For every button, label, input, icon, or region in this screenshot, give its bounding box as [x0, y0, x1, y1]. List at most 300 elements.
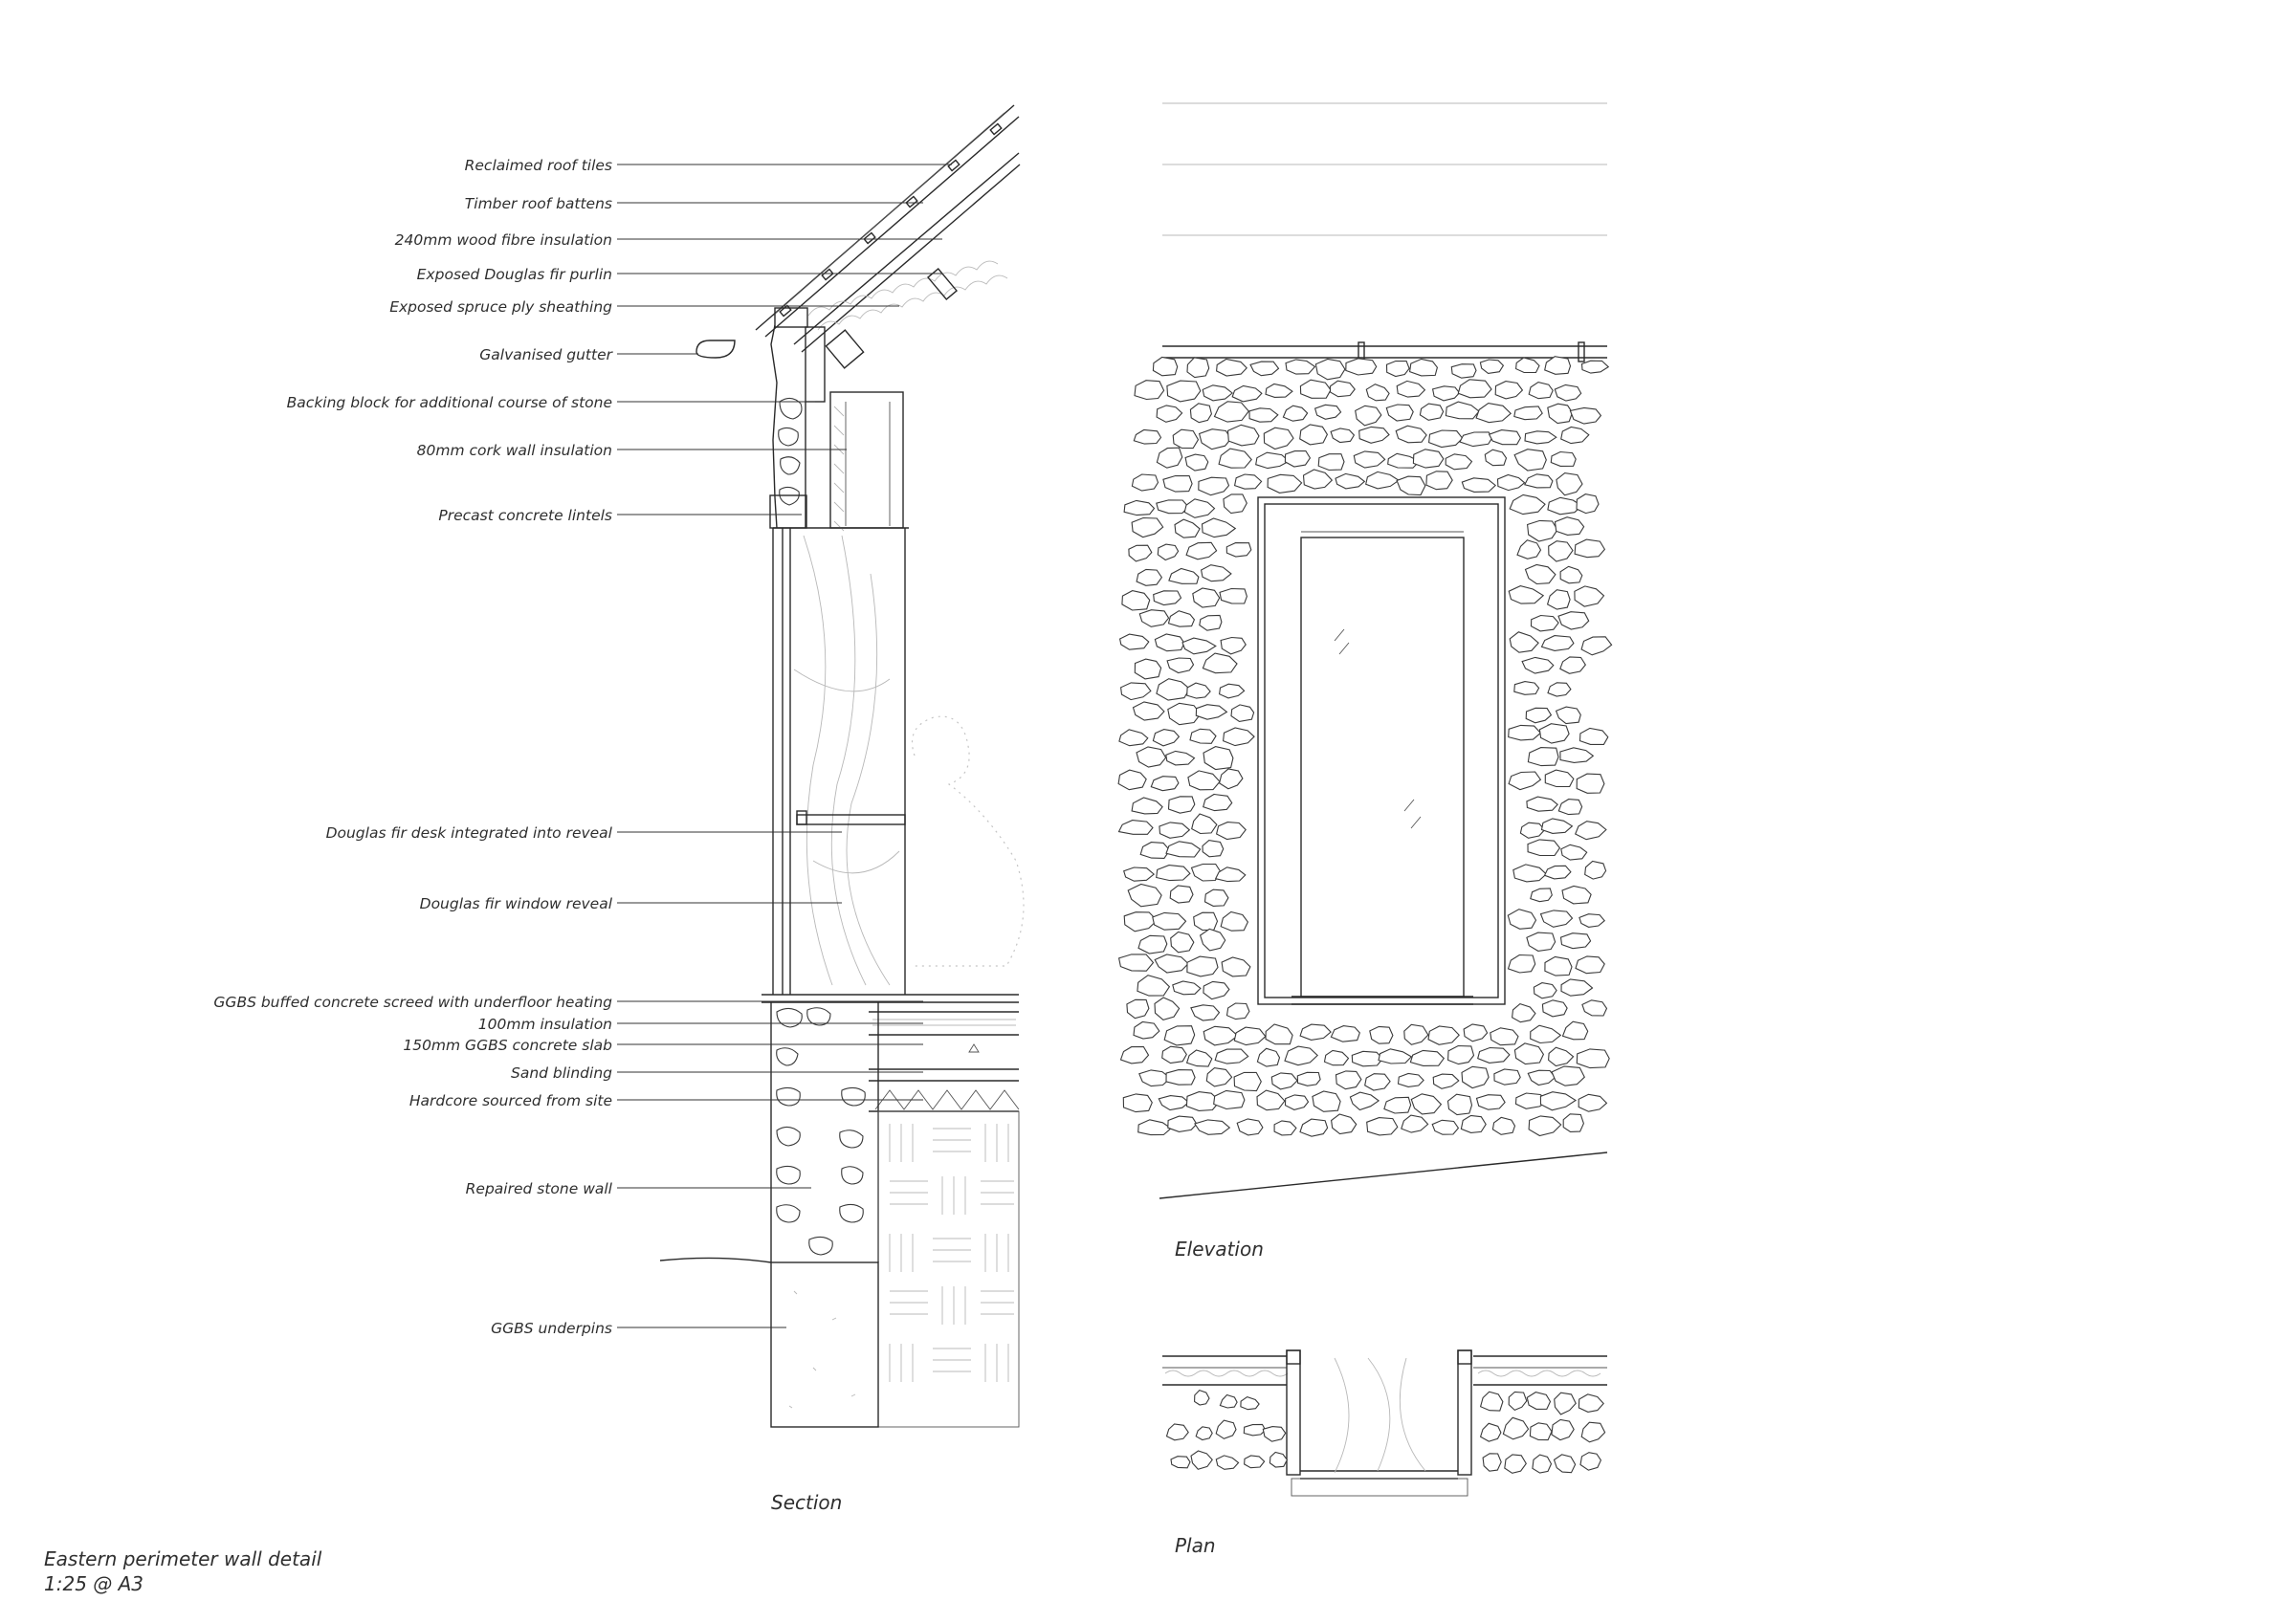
- rubble-stone: [1217, 822, 1247, 840]
- rubble-stone: [1539, 724, 1569, 743]
- rubble-stone: [1531, 888, 1553, 902]
- rubble-stone: [1578, 1394, 1603, 1413]
- rubble-stone: [1138, 1120, 1171, 1135]
- rubble-stone: [1556, 517, 1584, 536]
- rubble-stone: [1216, 867, 1246, 882]
- rubble-stone: [1300, 380, 1331, 398]
- rubble-stone: [1137, 976, 1170, 996]
- rubble-stone: [1193, 588, 1220, 607]
- roof-buildup: [756, 105, 1020, 352]
- rubble-stone: [1139, 610, 1168, 627]
- rubble-stone: [1237, 1119, 1263, 1135]
- rubble-stone: [1315, 405, 1341, 419]
- elevation-gutter: [1162, 342, 1607, 362]
- rubble-stone: [1220, 589, 1247, 604]
- rubble-stone: [1402, 1115, 1428, 1132]
- hardcore-pattern: [878, 1111, 1019, 1427]
- rubble-stone: [1330, 381, 1355, 397]
- rubble-stone: [1509, 725, 1541, 740]
- rubble-stone: [1336, 1071, 1361, 1089]
- rubble-stone: [1485, 450, 1506, 466]
- rubble-stone: [1157, 406, 1182, 422]
- rubble-stone: [1171, 1457, 1190, 1468]
- plan-title: Plan: [1175, 1534, 1216, 1557]
- rubble-stone: [1224, 728, 1254, 746]
- rubble-stone: [1528, 748, 1558, 766]
- rubble-stone: [1266, 1024, 1292, 1044]
- rubble-stone: [1576, 822, 1606, 840]
- rubble-stone: [1234, 1072, 1261, 1090]
- rubble-stone: [1192, 814, 1217, 834]
- rubble-stone: [1410, 1050, 1444, 1065]
- rubble-stone: [1346, 359, 1377, 375]
- rubble-stone: [1386, 405, 1413, 421]
- rubble-stone: [1184, 499, 1214, 518]
- rubble-stone: [1170, 886, 1193, 903]
- rubble-stone: [1575, 586, 1604, 606]
- rubble-stone: [1157, 500, 1189, 514]
- rubble-stone: [1169, 569, 1199, 584]
- rubble-stone: [1578, 1094, 1606, 1111]
- rubble-stone: [1498, 475, 1525, 491]
- elevation-title: Elevation: [1175, 1238, 1264, 1261]
- section-stone-wall-lower: [771, 1002, 878, 1262]
- rubble-stone: [1532, 616, 1559, 631]
- rubble-stone: [1331, 428, 1354, 443]
- rubble-stone: [1558, 800, 1581, 815]
- rubble-stone: [1257, 1090, 1285, 1110]
- rubble-stone: [1579, 914, 1604, 928]
- rubble-stone: [1167, 1424, 1189, 1440]
- rubble-stone: [1549, 1047, 1574, 1065]
- rubble-stone: [1263, 1427, 1285, 1442]
- roof-batten-marks: [780, 123, 1002, 316]
- rubble-stone: [1354, 451, 1384, 468]
- rubble-stone: [1196, 1427, 1212, 1440]
- section-drawing: [660, 105, 1024, 1427]
- rubble-stone: [1516, 358, 1539, 373]
- rubble-stone: [1420, 404, 1443, 420]
- rubble-stone: [1332, 1114, 1357, 1134]
- rubble-stone: [1495, 382, 1522, 399]
- label-cork-wall-insulation: 80mm cork wall insulation: [416, 442, 612, 459]
- rubble-stone: [1215, 402, 1249, 422]
- rubble-stone: [1135, 659, 1160, 679]
- rubble-stone: [1527, 797, 1557, 811]
- rubble-stone: [1528, 840, 1559, 856]
- rubble-stone: [1137, 747, 1166, 767]
- rubble-stone: [1171, 932, 1194, 953]
- rubble-stone: [1411, 1094, 1441, 1114]
- rubble-stone: [1561, 979, 1593, 996]
- rubble-stone: [1561, 428, 1589, 444]
- rubble-stone: [1214, 1090, 1245, 1108]
- rubble-stone: [1191, 1451, 1212, 1469]
- ground-line: [660, 1258, 771, 1262]
- rubble-stone: [1199, 477, 1229, 495]
- rubble-stone: [1520, 822, 1544, 838]
- rubble-stone: [1216, 1456, 1238, 1469]
- rubble-stone: [1458, 380, 1491, 398]
- rubble-stone: [1216, 1420, 1236, 1438]
- rubble-stone: [1429, 430, 1463, 448]
- rubble-stone: [1576, 956, 1604, 974]
- rubble-stone: [1220, 769, 1243, 789]
- rubble-stone: [1352, 1051, 1382, 1066]
- rubble-stone: [1194, 912, 1218, 930]
- rubble-stone: [1217, 360, 1247, 377]
- rubble-stone: [1159, 1096, 1188, 1110]
- rubble-stone: [1433, 386, 1460, 401]
- rubble-stone: [1122, 591, 1150, 610]
- rubble-stone: [1286, 1095, 1309, 1110]
- rubble-stone: [1446, 402, 1479, 419]
- sheet-title-block: [44, 1547, 322, 1595]
- rubble-stone: [1387, 362, 1410, 377]
- rubble-stone: [1250, 362, 1279, 376]
- rubble-stone: [1494, 1069, 1520, 1085]
- rubble-stone: [1551, 452, 1576, 467]
- rubble-stone: [1366, 472, 1399, 489]
- rubble-stone: [1300, 425, 1328, 445]
- desk: [797, 811, 905, 824]
- rubble-stone: [1167, 658, 1193, 673]
- rubble-stone: [1561, 933, 1591, 949]
- rubble-stone: [1533, 1455, 1552, 1473]
- rubble-stone: [1562, 887, 1591, 904]
- label-wood-fibre-insulation: 240mm wood fibre insulation: [394, 231, 612, 249]
- rubble-stone: [1159, 822, 1189, 838]
- rubble-stone: [1285, 1046, 1317, 1065]
- rubble-stone: [1451, 364, 1476, 379]
- rubble-stone: [1222, 957, 1250, 976]
- rubble-stone: [1166, 842, 1201, 857]
- rubble-stone: [1370, 1026, 1393, 1043]
- rubble-stone: [1365, 1074, 1390, 1090]
- rubble-stone: [1190, 729, 1216, 743]
- rubble-stone: [1203, 747, 1233, 770]
- rubble-stone: [1300, 1119, 1328, 1136]
- rubble-stone: [1526, 708, 1551, 723]
- rubble-stone: [1124, 500, 1154, 515]
- rubble-stone: [1433, 1074, 1459, 1088]
- rubble-stone: [1318, 454, 1344, 471]
- rubble-stone: [1285, 451, 1310, 468]
- label-spruce-ply-sheathing: Exposed spruce ply sheathing: [389, 298, 612, 316]
- rubble-stone: [1157, 448, 1181, 468]
- rubble-stone: [1542, 1000, 1567, 1017]
- section-stones-upper: [779, 398, 802, 505]
- rubble-stone: [1202, 565, 1231, 581]
- rubble-stone: [1155, 998, 1180, 1020]
- rubble-stone: [1257, 1048, 1279, 1066]
- rubble-stone: [1548, 683, 1571, 696]
- rubble-stone: [1155, 634, 1184, 651]
- rubble-stone: [1549, 541, 1573, 561]
- rubble-stone: [1528, 1070, 1555, 1085]
- label-douglas-fir-window-reveal: Douglas fir window reveal: [419, 895, 612, 912]
- rubble-stone: [1203, 1026, 1238, 1045]
- rubble-stone: [1542, 636, 1574, 651]
- rubble-stone: [1514, 450, 1546, 471]
- rubble-stone: [1581, 1422, 1604, 1442]
- rubble-stone: [1271, 1073, 1297, 1089]
- rubble-stone: [1540, 1092, 1576, 1110]
- rubble-stone: [1167, 381, 1201, 402]
- rubble-stone: [1162, 1046, 1187, 1063]
- rubble-stone: [1297, 1072, 1320, 1086]
- rubble-stone: [1220, 684, 1245, 698]
- rubble-stone: [1580, 1453, 1601, 1471]
- rubble-stone: [1490, 1028, 1518, 1045]
- rubble-stone: [1428, 1026, 1459, 1044]
- rubble-stone: [1256, 452, 1290, 468]
- rubble-stone: [1135, 381, 1164, 400]
- rubble-stone: [1185, 454, 1208, 471]
- rubble-stone: [1266, 384, 1292, 398]
- rubble-stone: [1359, 427, 1389, 443]
- rubble-stone: [1132, 798, 1162, 814]
- rubble-stone: [1545, 866, 1571, 879]
- rubble-stone: [1448, 1094, 1472, 1114]
- rubble-stone: [1577, 1049, 1609, 1068]
- rubble-stone: [1575, 539, 1604, 558]
- plan-drawing: [1162, 1350, 1607, 1496]
- rubble-stone: [1582, 361, 1609, 373]
- label-precast-concrete-lintels: Precast concrete lintels: [438, 507, 612, 524]
- rubble-stone: [1169, 611, 1195, 627]
- rubble-stone: [1269, 1453, 1287, 1468]
- rubble-stone: [1175, 519, 1200, 537]
- rubble-stone: [1577, 774, 1604, 793]
- rubble-stone: [1134, 430, 1160, 445]
- rubble-stone: [1510, 494, 1545, 514]
- view-titles: [771, 1238, 1264, 1557]
- rubble-stone: [1331, 1026, 1359, 1042]
- rubble-stone: [1119, 954, 1154, 971]
- rubble-stone: [1220, 1395, 1237, 1409]
- rubble-stone: [1503, 1417, 1528, 1439]
- label-galvanised-gutter: Galvanised gutter: [479, 346, 612, 363]
- rubble-stone: [1528, 520, 1557, 541]
- rubble-stone: [1525, 474, 1553, 488]
- rubble-stone: [1397, 476, 1425, 494]
- rubble-stone: [1132, 518, 1163, 537]
- rubble-stone: [1206, 1068, 1231, 1086]
- rubble-stone: [1448, 1046, 1474, 1064]
- rubble-stone: [1245, 1456, 1265, 1468]
- rubble-stone: [1118, 770, 1146, 790]
- elevation-faint-lines: [1162, 103, 1607, 235]
- rubble-stone: [1190, 404, 1211, 423]
- rubble-stone: [1124, 912, 1157, 932]
- figure-silhouette: [913, 716, 1025, 966]
- rubble-stone: [1513, 865, 1547, 882]
- rubble-stone: [1200, 615, 1222, 630]
- rubble-stone: [1585, 862, 1606, 880]
- rubble-stone: [1268, 474, 1302, 493]
- rubble-stone: [1577, 494, 1599, 514]
- rubble-stone: [1552, 1419, 1574, 1439]
- rubble-stone: [1129, 545, 1152, 561]
- rubble-stone: [1155, 954, 1188, 973]
- rubble-stone: [1461, 1115, 1486, 1132]
- rubble-stone: [1367, 1118, 1398, 1135]
- rubble-stone: [1529, 1116, 1561, 1136]
- rubble-stone: [1560, 748, 1593, 763]
- rubble-stone: [1187, 683, 1210, 698]
- rubble-stone: [1563, 1114, 1583, 1132]
- rubble-stone: [1558, 612, 1589, 629]
- rubble-stone: [1140, 843, 1170, 859]
- rubble-stone: [1188, 771, 1220, 790]
- rubble-stone: [1200, 429, 1231, 450]
- rubble-stone: [1121, 1046, 1149, 1064]
- rubble-stone: [1169, 797, 1195, 813]
- rubble-stone: [1168, 1116, 1197, 1131]
- underpin: [771, 1262, 878, 1427]
- rubble-stone: [1534, 983, 1556, 998]
- rubble-stone: [1379, 1049, 1411, 1064]
- elevation-window: [1258, 497, 1505, 1004]
- rubble-stone: [1166, 1070, 1195, 1086]
- rubble-stone: [1432, 1120, 1458, 1134]
- rubble-stone: [1120, 634, 1149, 649]
- label-reclaimed-roof-tiles: Reclaimed roof tiles: [464, 157, 612, 174]
- rubble-stone: [1227, 1003, 1249, 1020]
- rubble-stone: [1264, 428, 1293, 449]
- rubble-stone: [1137, 569, 1161, 585]
- rubble-stone: [1556, 473, 1582, 495]
- rubble-stone: [1505, 1455, 1527, 1473]
- section-title: Section: [771, 1491, 843, 1514]
- rubble-stone: [1182, 638, 1216, 654]
- rubble-stone: [1529, 383, 1553, 399]
- rubble-stone: [1545, 357, 1571, 375]
- rubble-stone: [1530, 1423, 1552, 1440]
- rubble-stone: [1404, 1024, 1428, 1044]
- rubble-stone: [1221, 638, 1246, 654]
- rubble-stone: [1397, 381, 1424, 397]
- rubble-stone: [1215, 1049, 1248, 1064]
- rubble-stone: [1234, 1027, 1266, 1045]
- leader-lines: [617, 164, 952, 1327]
- rubble-stone: [1527, 1393, 1550, 1410]
- rubble-stone: [1119, 730, 1148, 746]
- rubble-stone: [1410, 359, 1438, 376]
- rubble-stone: [1164, 1026, 1195, 1045]
- rubble-stone: [1123, 1094, 1152, 1112]
- rubble-stone: [1336, 473, 1364, 489]
- label-backing-block: Backing block for additional course of stone: [286, 394, 612, 411]
- rubble-stone: [1510, 632, 1538, 652]
- label-timber-roof-battens: Timber roof battens: [464, 195, 612, 212]
- rubble-stone: [1121, 683, 1151, 700]
- rubble-stone: [1304, 470, 1333, 489]
- rubble-stone: [1541, 910, 1573, 927]
- sheet-scale: 1:25 @ A3: [44, 1572, 144, 1595]
- rubble-stone: [1203, 981, 1229, 998]
- rubble-stone: [1580, 728, 1608, 744]
- rubble-stone: [1483, 1454, 1501, 1471]
- rubble-stone: [1158, 544, 1178, 559]
- rubble-stone: [1366, 384, 1389, 401]
- rubble-stone: [1548, 590, 1571, 609]
- rubble-stone: [1512, 1004, 1535, 1022]
- rubble-stone: [1509, 1392, 1527, 1410]
- label-repaired-stone-wall: Repaired stone wall: [465, 1180, 612, 1197]
- rubble-stone: [1173, 429, 1198, 448]
- rubble-stone: [1201, 929, 1225, 951]
- rubble-stone: [1231, 705, 1254, 722]
- rubble-stone: [1286, 360, 1315, 374]
- rubble-stone: [1560, 566, 1582, 583]
- rubble-stone: [1153, 912, 1186, 930]
- rubble-stone: [1509, 586, 1543, 604]
- rubble-stone: [1481, 1423, 1501, 1441]
- rubble-stone: [1526, 565, 1556, 584]
- rubble-stone: [1300, 1024, 1331, 1040]
- rubble-stone: [1464, 1024, 1488, 1042]
- rubble-stone: [1224, 494, 1247, 514]
- rubble-stone: [1151, 777, 1179, 791]
- rubble-stone: [1545, 956, 1572, 976]
- elevation-ground-line: [1159, 1152, 1607, 1198]
- rubble-stone: [1134, 702, 1164, 720]
- rubble-stone: [1548, 404, 1573, 423]
- rubble-stone: [1232, 385, 1262, 402]
- rubble-stone: [1205, 889, 1228, 906]
- rubble-stone: [1481, 1392, 1503, 1411]
- label-ggbs-underpins: GGBS underpins: [491, 1320, 612, 1337]
- rubble-stone: [1173, 981, 1201, 995]
- rubble-stone: [1555, 1393, 1577, 1415]
- rubble-stone: [1561, 844, 1587, 860]
- rubble-stone: [1196, 705, 1226, 720]
- label-concrete-screed: GGBS buffed concrete screed with underfloor heating: [213, 994, 612, 1011]
- rubble-stone: [1542, 819, 1573, 834]
- rubble-stone: [1413, 450, 1443, 468]
- rubble-stone: [1545, 770, 1574, 786]
- rubble-stone: [1514, 682, 1539, 695]
- rubble-stone: [1124, 867, 1155, 881]
- rubble-stone: [1203, 841, 1224, 857]
- rubble-stone: [1157, 679, 1190, 700]
- rubble-stone: [1163, 476, 1192, 493]
- rubble-stone: [1195, 1120, 1229, 1134]
- sheet-title: Eastern perimeter wall detail: [44, 1547, 322, 1570]
- rubble-stone: [1555, 384, 1580, 401]
- rubble-stone: [1203, 795, 1232, 811]
- rubble-stone: [1195, 1391, 1209, 1405]
- rubble-stone: [1552, 1066, 1584, 1086]
- rubble-stone: [1186, 542, 1217, 559]
- rubble-stone: [1153, 730, 1179, 746]
- rubble-stone: [1492, 1117, 1514, 1134]
- rubble-stone: [1235, 474, 1262, 489]
- rubble-stone: [1509, 772, 1540, 790]
- rubble-stone: [1570, 407, 1601, 424]
- rubble-stone: [1446, 454, 1471, 470]
- rubble-stone: [1556, 707, 1581, 723]
- rubble-stone: [1514, 406, 1542, 420]
- elevation-drawing: [1118, 103, 1612, 1198]
- rubble-stone: [1462, 478, 1495, 493]
- rubble-stone: [1221, 912, 1247, 932]
- rubble-stone: [1460, 432, 1492, 447]
- label-douglas-fir-desk: Douglas fir desk integrated into reveal: [325, 824, 612, 842]
- callout-labels: [213, 157, 613, 1337]
